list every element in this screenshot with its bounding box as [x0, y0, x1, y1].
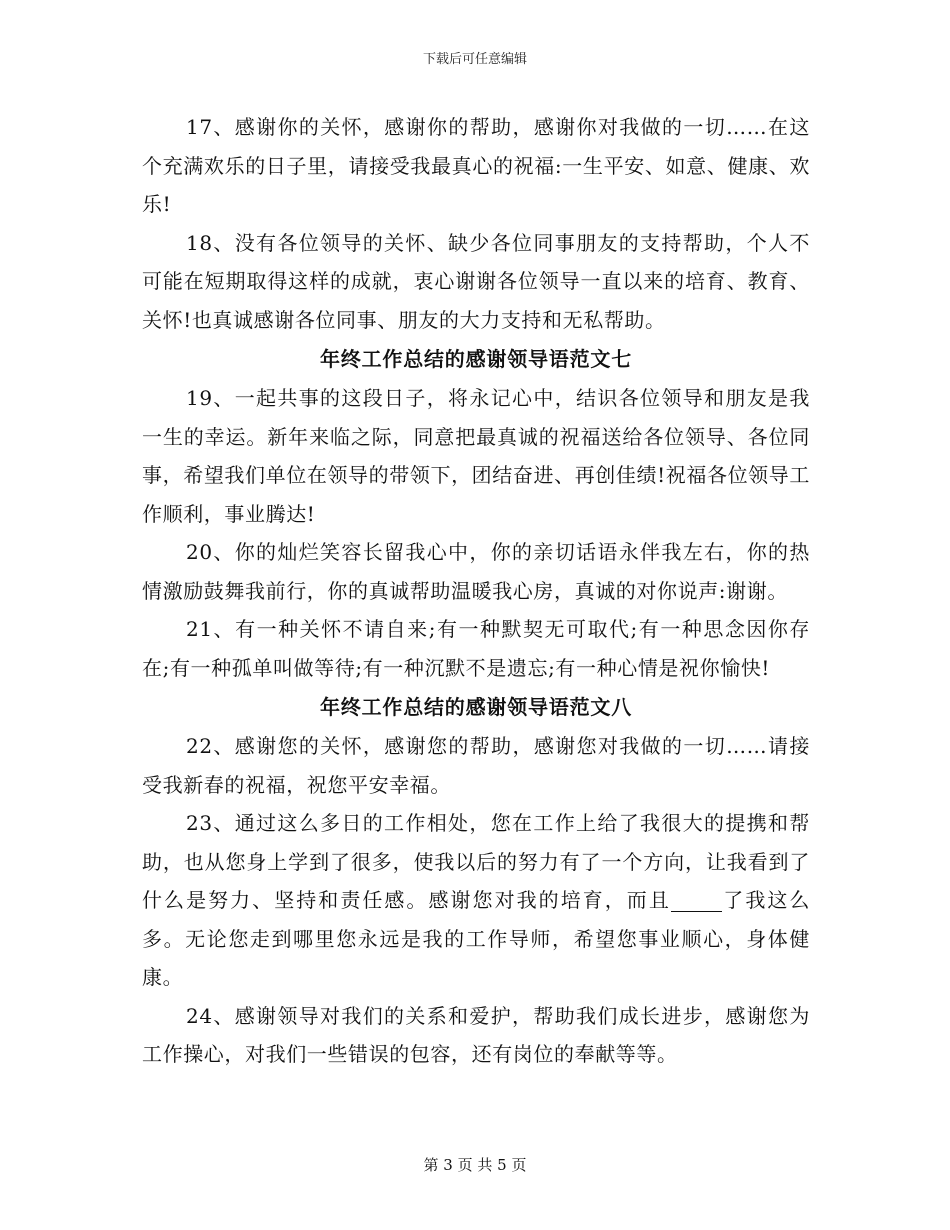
fill-in-blank — [671, 889, 722, 912]
document-body — [142, 108, 810, 1074]
section-heading-7: 年终工作总结的感谢领导语范文七 — [320, 347, 632, 371]
page-footer: 第 3 页 共 5 页 — [423, 1156, 527, 1174]
paragraph-24: 24、感谢领导对我们的关系和爱护，帮助我们成长进步，感谢您为工作操心，对我们一些错误的包容，还有岗位的奉献等等。 — [142, 1003, 810, 1066]
paragraph-23-text-before: 23、通过这么多日的工作相处，您在工作上给了我很大的提携和帮助，也从您身上学到了很多，使我以后的努力有了一个方向，让我看到了什么是努力、坚持和责任感。感谢您对我的培育，而且 — [142, 811, 810, 912]
paragraph-21: 21、有一种关怀不请自来;有一种默契无可取代;有一种思念因你存在;有一种孤单叫做等待;有一种沉默不是遗忘;有一种心情是祝你愉快! — [142, 617, 810, 680]
page-header: 下载后可任意编辑 — [422, 52, 527, 67]
paragraph-17: 17、感谢你的关怀，感谢你的帮助，感谢你对我做的一切……在这个充满欢乐的日子里，请接受我最真心的祝福:一生平安、如意、健康、欢乐! — [142, 115, 810, 216]
paragraph-23 — [142, 804, 810, 997]
paragraph-18: 18、没有各位领导的关怀、缺少各位同事朋友的支持帮助，个人不可能在短期取得这样的成就，衷心谢谢各位领导一直以来的培育、教育、关怀!也真诚感谢各位同事、朋友的大力支持和无私帮助。 — [142, 230, 810, 332]
paragraph-20: 20、你的灿烂笑容长留我心中，你的亲切话语永伴我左右，你的热情激励鼓舞我前行，你的真诚帮助温暖我心房，真诚的对你说声:谢谢。 — [142, 540, 810, 603]
paragraph-19: 19、一起共事的这段日子，将永记心中，结识各位领导和朋友是我一生的幸运。新年来临之际，同意把最真诚的祝福送给各位领导、各位同事，希望我们单位在领导的带领下，团结奋进、再创佳绩!祝福各位领导工作顺利，事业腾达! — [142, 386, 810, 526]
paragraph-22: 22、感谢您的关怀，感谢您的帮助，感谢您对我做的一切……请接受我新春的祝福，祝您平安幸福。 — [142, 734, 810, 797]
paragraph-23-text-after: 了我这么多。无论您走到哪里您永远是我的工作导师，希望您事业顺心，身体健康。 — [142, 888, 810, 989]
section-heading-8: 年终工作总结的感谢领导语范文八 — [320, 695, 632, 719]
